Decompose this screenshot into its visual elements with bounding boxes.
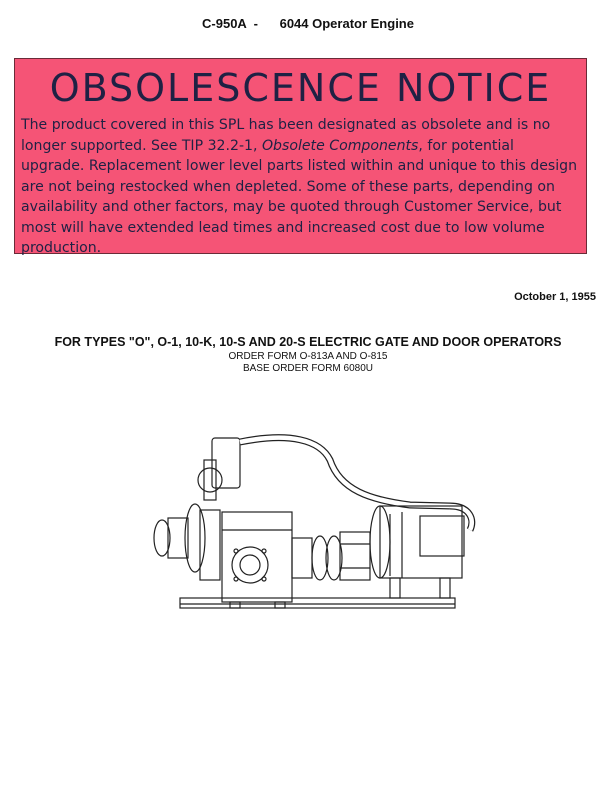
obsolescence-notice-box (14, 58, 587, 254)
doc-code: C-950A (202, 16, 247, 31)
conduit-pipe (240, 438, 450, 506)
notice-body-text-1: The product covered in this SPL has been designated as obsolete and is no longer supported. See TIP 32.2-1, (21, 117, 551, 154)
base-plate (180, 598, 455, 608)
base-order-form-line: BASE ORDER FORM 6080U (242, 363, 374, 374)
notice-body (21, 115, 580, 259)
operator-engine-illustration (140, 420, 500, 640)
notice-body-text-2: , for potential upgrade. Replacement lower level parts listed within and unique to this design are not being restocked when depleted. Some of these parts, depending on availability and other factors, may be quoted through Customer Service, but most will have extended lead times and increased cost due to low volume production. (21, 137, 578, 256)
brake-unit (340, 532, 370, 580)
notice-title: OBSOLESCENCE NOTICE (49, 66, 552, 110)
gearbox-housing (222, 512, 292, 602)
document-header (0, 16, 616, 31)
electric-motor (380, 506, 462, 578)
document-date: October 1, 1955 (514, 291, 596, 303)
header-separator: - (253, 16, 258, 31)
notice-body-italic-link-text: Obsolete Components (261, 137, 419, 154)
order-form-line: ORDER FORM O-813A AND O-815 (228, 351, 388, 362)
doc-title: 6044 Operator Engine (279, 16, 414, 31)
types-title: FOR TYPES "O", O-1, 10-K, 10-S AND 20-S ELECTRIC GATE AND DOOR OPERATORS (54, 335, 562, 349)
